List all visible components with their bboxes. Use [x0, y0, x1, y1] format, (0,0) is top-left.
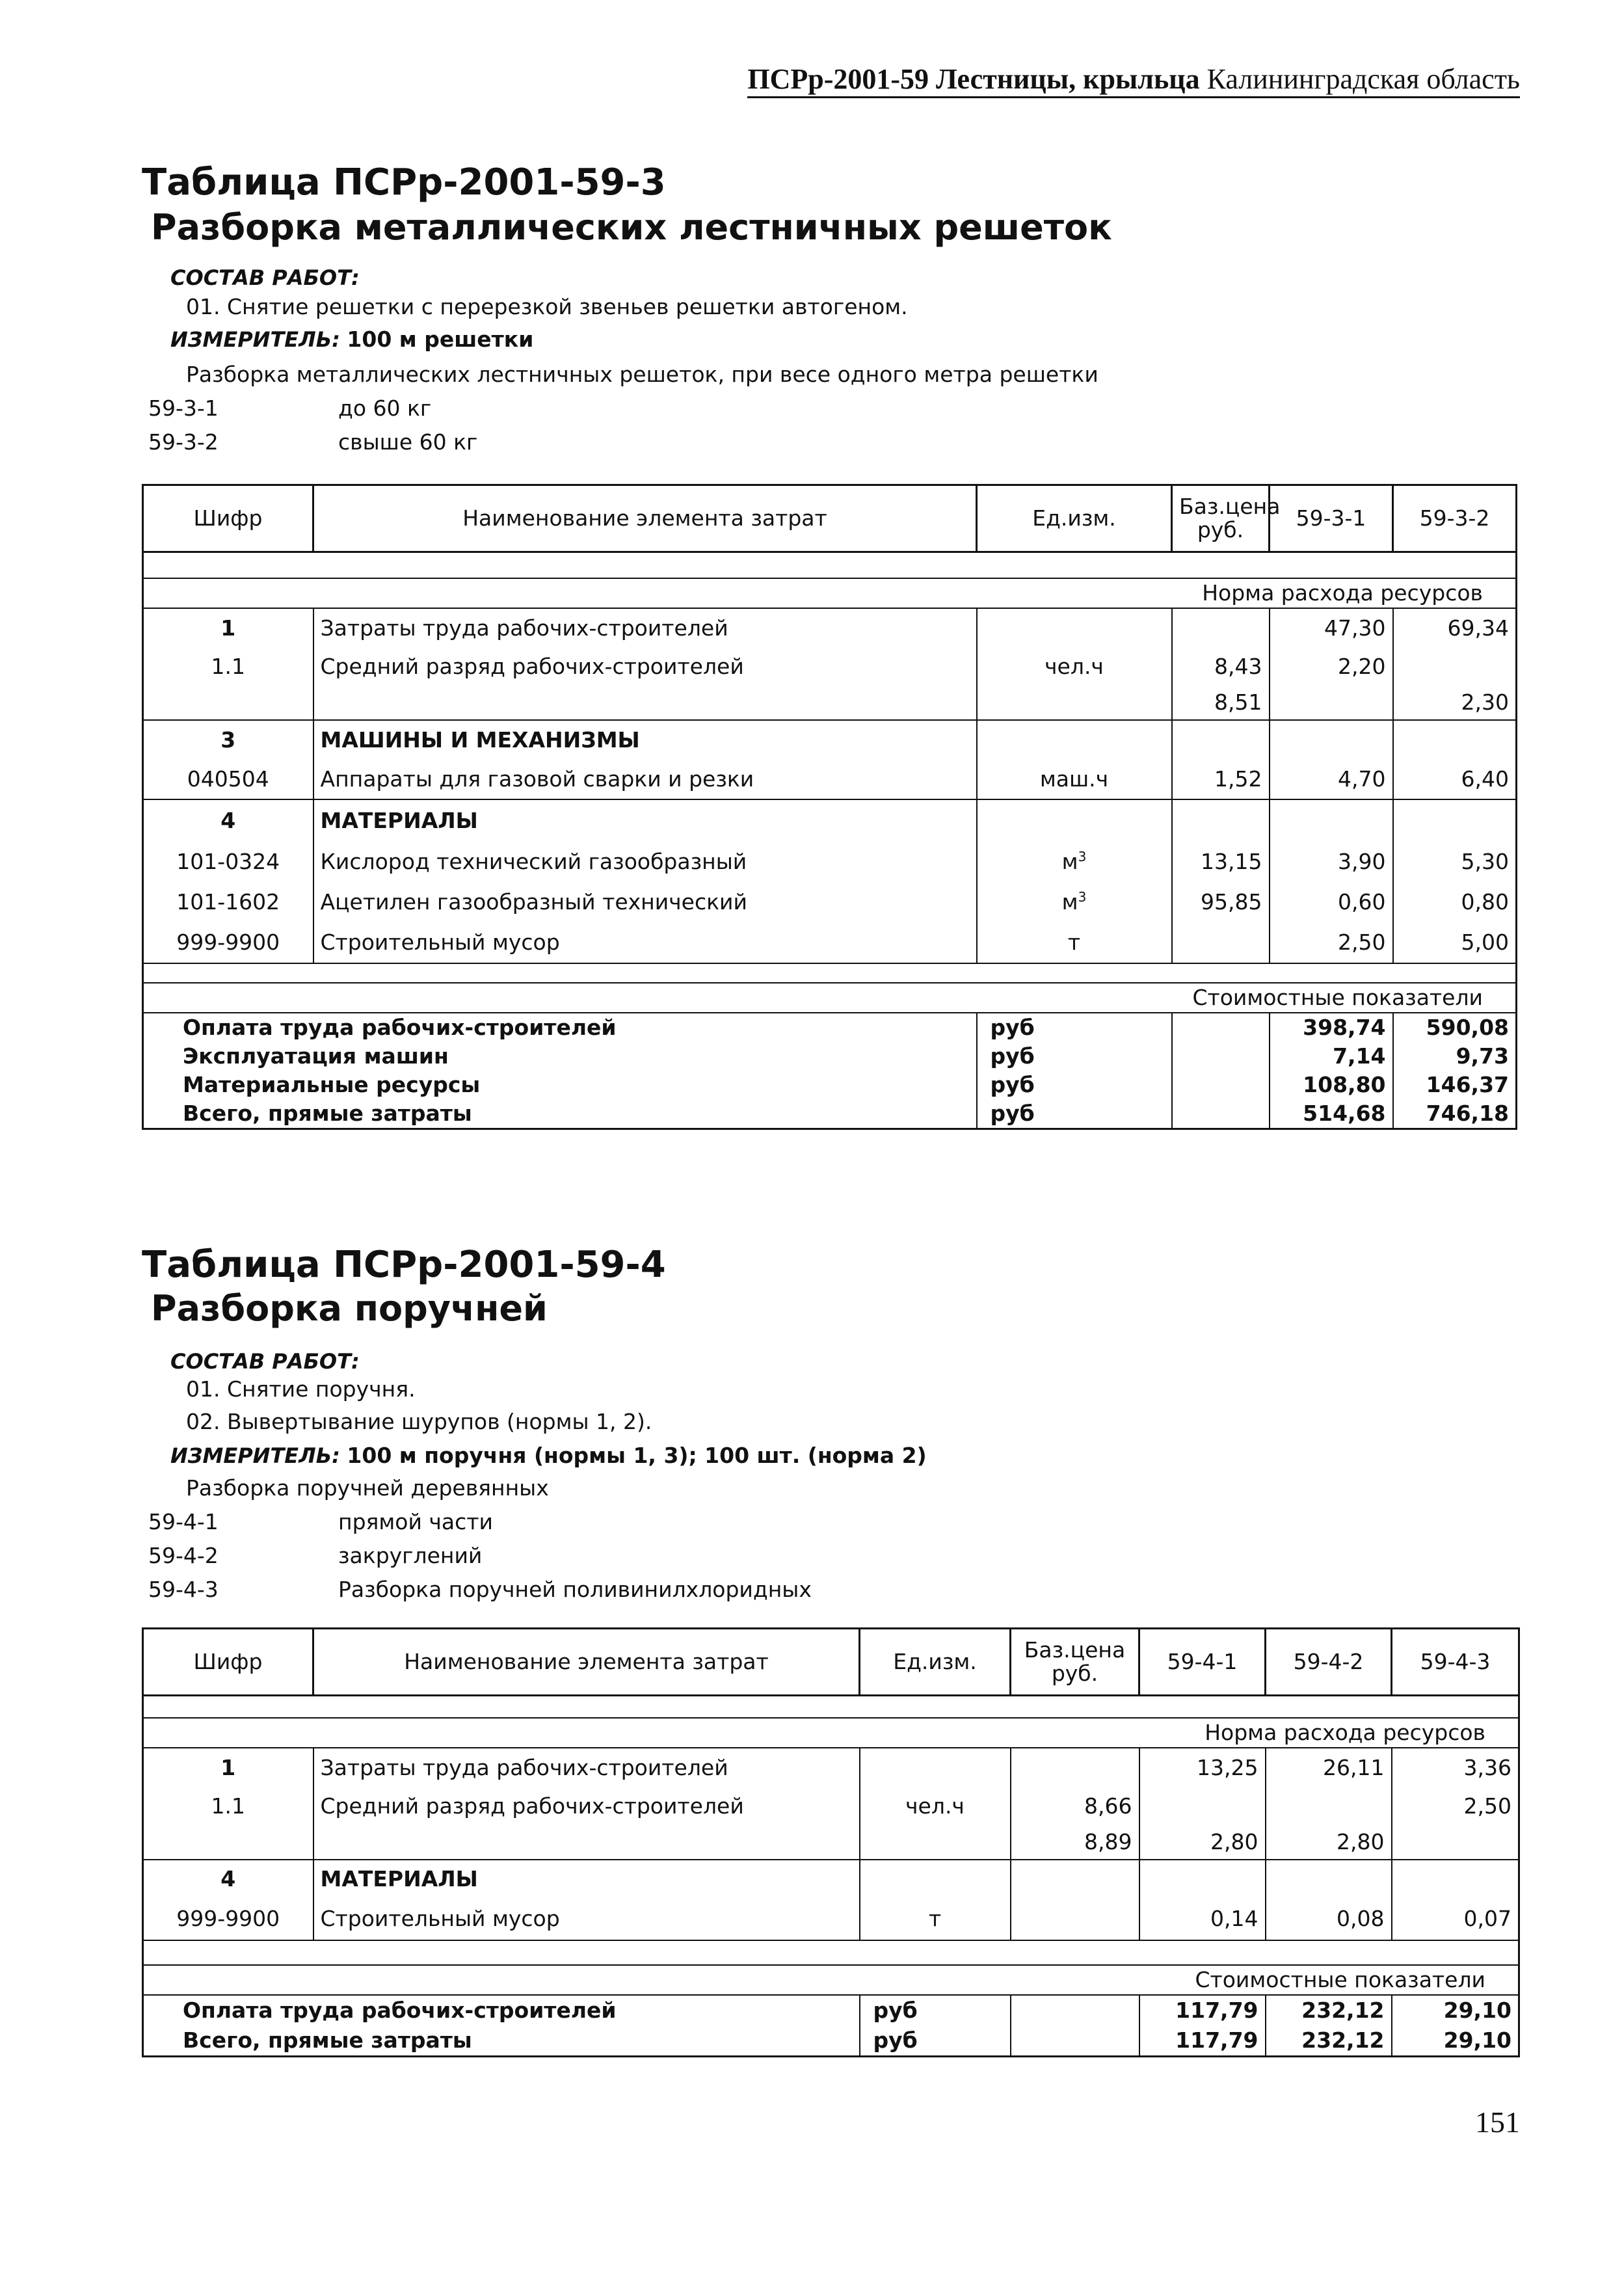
row-value: [1393, 720, 1517, 760]
cost-name: Материальные ресурсы: [143, 1071, 977, 1099]
row-unit: чел.ч: [860, 1787, 1011, 1825]
row-value: 5,00: [1393, 922, 1517, 963]
table3-spacer-row: [143, 963, 1517, 983]
cost-value: 29,10: [1392, 2026, 1519, 2057]
table4-grid: [142, 1627, 1520, 2057]
cost-value: 398,74: [1270, 1013, 1393, 1042]
row-value: 2,80: [1139, 1825, 1266, 1860]
row-name: Аппараты для газовой сварки и резки: [313, 760, 977, 799]
table4-cost-section-row: [143, 1965, 1519, 1995]
cost-value: 746,18: [1393, 1099, 1517, 1129]
table-row: [143, 648, 1517, 686]
row-value: 3,36: [1392, 1748, 1519, 1787]
row-unit: [860, 1748, 1011, 1787]
row-value: 3,90: [1270, 842, 1393, 882]
unit-sup: 3: [1078, 889, 1087, 905]
row-value: [1139, 1787, 1266, 1825]
row-unit: [977, 686, 1172, 720]
row-name: МАШИНЫ И МЕХАНИЗМЫ: [313, 720, 977, 760]
cost-unit: руб: [860, 1995, 1011, 2026]
cost-unit: руб: [977, 1013, 1172, 1042]
table3-title: Разборка металлических лестничных решеток: [151, 207, 1112, 248]
row-code: 040504: [143, 760, 313, 799]
header-code: Шифр: [143, 485, 313, 552]
table3-measure-label: ИЗМЕРИТЕЛЬ:: [170, 327, 340, 352]
cost-price: [1172, 1013, 1270, 1042]
row-price: [1011, 1860, 1139, 1898]
table4-norm-code: 59-4-2: [148, 1543, 219, 1568]
cost-value: 146,37: [1393, 1071, 1517, 1099]
row-value: [1393, 648, 1517, 686]
cost-name: Оплата труда рабочих-строителей: [143, 1995, 860, 2026]
table-row: [143, 842, 1517, 882]
table4-header-row: [143, 1629, 1519, 1696]
cost-value: 117,79: [1139, 2026, 1266, 2057]
header-unit: Ед.изм.: [977, 485, 1172, 552]
row-name: [313, 686, 977, 720]
table3-work-label: СОСТАВ РАБОТ:: [170, 265, 360, 290]
row-value: [1270, 720, 1393, 760]
cost-section-label: Стоимостные показатели: [143, 983, 1517, 1013]
row-value: [1270, 799, 1393, 842]
row-value: [1266, 1787, 1392, 1825]
row-name: МАТЕРИАЛЫ: [313, 799, 977, 842]
row-code: 4: [143, 799, 313, 842]
cost-value: 590,08: [1393, 1013, 1517, 1042]
row-price: 8,66: [1011, 1787, 1139, 1825]
header-name: Наименование элемента затрат: [313, 485, 977, 552]
row-value: 2,20: [1270, 648, 1393, 686]
unit-text: м: [1061, 849, 1078, 874]
row-code: 1: [143, 1748, 313, 1787]
table-row: [143, 1787, 1519, 1825]
header-price: Баз.цена руб.: [1011, 1629, 1139, 1696]
table3-description: Разборка металлических лестничных решеток, при весе одного метра решетки: [186, 362, 1098, 387]
row-code: 1: [143, 608, 313, 648]
row-price: [1172, 720, 1270, 760]
running-head: [747, 62, 1520, 98]
cost-section-label: Стоимостные показатели: [143, 1965, 1519, 1995]
row-code: 101-1602: [143, 882, 313, 922]
row-value: 6,40: [1393, 760, 1517, 799]
row-value: 0,07: [1392, 1898, 1519, 1940]
row-value: [1392, 1860, 1519, 1898]
row-name: Средний разряд рабочих-строителей: [313, 1787, 860, 1825]
row-value: 0,80: [1393, 882, 1517, 922]
table3-norm-code: 59-3-1: [148, 395, 219, 421]
row-code: [143, 1825, 313, 1860]
cost-value: 9,73: [1393, 1042, 1517, 1071]
table3-norm-text: до 60 кг: [338, 395, 432, 421]
table3-norm-section-row: [143, 578, 1517, 608]
row-value: [1270, 686, 1393, 720]
row-price: 8,51: [1172, 686, 1270, 720]
table3-measure: [170, 327, 533, 352]
header-col: 59-4-2: [1266, 1629, 1392, 1696]
cost-row: [143, 1995, 1519, 2026]
row-value: 5,30: [1393, 842, 1517, 882]
table-row: [143, 1825, 1519, 1860]
table4-measure-value: 100 м поручня (нормы 1, 3); 100 шт. (норма 2): [347, 1443, 927, 1468]
row-value: 0,08: [1266, 1898, 1392, 1940]
row-value: 69,34: [1393, 608, 1517, 648]
cost-value: 7,14: [1270, 1042, 1393, 1071]
table4-work-item: 01. Снятие поручня.: [186, 1376, 416, 1402]
row-code: [143, 686, 313, 720]
cost-unit: руб: [977, 1042, 1172, 1071]
row-value: [1266, 1860, 1392, 1898]
row-value: 4,70: [1270, 760, 1393, 799]
cost-row: [143, 1042, 1517, 1071]
cost-row: [143, 1099, 1517, 1129]
row-code: 999-9900: [143, 922, 313, 963]
cost-value: 232,12: [1266, 2026, 1392, 2057]
row-value: 47,30: [1270, 608, 1393, 648]
norm-section-label: Норма расхода ресурсов: [143, 578, 1517, 608]
row-price: 95,85: [1172, 882, 1270, 922]
header-col: 59-3-1: [1270, 485, 1393, 552]
table3-header-row: [143, 485, 1517, 552]
cost-price: [1172, 1099, 1270, 1129]
row-value: [1392, 1825, 1519, 1860]
row-name: Затраты труда рабочих-строителей: [313, 608, 977, 648]
header-col: 59-4-1: [1139, 1629, 1266, 1696]
cost-value: 108,80: [1270, 1071, 1393, 1099]
table4-description: Разборка поручней деревянных: [186, 1475, 549, 1501]
table4-measure-label: ИЗМЕРИТЕЛЬ:: [170, 1443, 340, 1468]
row-unit: [977, 799, 1172, 842]
unit-sup: 3: [1078, 849, 1087, 864]
row-price: 8,89: [1011, 1825, 1139, 1860]
running-head-region: Калининградская область: [1206, 63, 1520, 95]
page-number: 151: [1475, 2106, 1520, 2139]
row-name: [313, 1825, 860, 1860]
table4-norm-code: 59-4-1: [148, 1509, 219, 1534]
header-name: Наименование элемента затрат: [313, 1629, 860, 1696]
table4-norm-text: Разборка поручней поливинилхлоридных: [338, 1577, 812, 1602]
table-row: [143, 1898, 1519, 1940]
table4-work-item: 02. Вывертывание шурупов (нормы 1, 2).: [186, 1409, 652, 1434]
row-value: 0,14: [1139, 1898, 1266, 1940]
table4-spacer-row: [143, 1696, 1519, 1719]
row-unit: [977, 842, 1172, 882]
row-price: 8,43: [1172, 648, 1270, 686]
table-row: [143, 1860, 1519, 1898]
row-unit: [977, 608, 1172, 648]
table4-work-label: СОСТАВ РАБОТ:: [170, 1349, 360, 1374]
row-code: 1.1: [143, 1787, 313, 1825]
cost-value: 29,10: [1392, 1995, 1519, 2026]
cost-price: [1172, 1042, 1270, 1071]
header-col: 59-3-2: [1393, 485, 1517, 552]
row-name: Ацетилен газообразный технический: [313, 882, 977, 922]
header-unit: Ед.изм.: [860, 1629, 1011, 1696]
cost-unit: руб: [977, 1071, 1172, 1099]
row-unit: маш.ч: [977, 760, 1172, 799]
row-unit: чел.ч: [977, 648, 1172, 686]
cost-name: Эксплуатация машин: [143, 1042, 977, 1071]
table-row: [143, 1748, 1519, 1787]
row-value: 2,30: [1393, 686, 1517, 720]
cost-row: [143, 1071, 1517, 1099]
cost-price: [1172, 1071, 1270, 1099]
table-row: [143, 799, 1517, 842]
row-name: Строительный мусор: [313, 1898, 860, 1940]
table3-measure-value: 100 м решетки: [347, 327, 534, 352]
row-value: 26,11: [1266, 1748, 1392, 1787]
table3-number: Таблица ПСРр-2001-59-3: [142, 161, 666, 204]
table3-norm-text: свыше 60 кг: [338, 429, 478, 455]
cost-unit: руб: [977, 1099, 1172, 1129]
row-name: Затраты труда рабочих-строителей: [313, 1748, 860, 1787]
table-row: [143, 608, 1517, 648]
cost-value: 514,68: [1270, 1099, 1393, 1129]
table4-norm-text: закруглений: [338, 1543, 483, 1568]
table-row: [143, 686, 1517, 720]
row-value: 2,50: [1392, 1787, 1519, 1825]
norm-section-label: Норма расхода ресурсов: [143, 1718, 1519, 1748]
row-code: 101-0324: [143, 842, 313, 882]
cost-row: [143, 2026, 1519, 2057]
row-value: 2,50: [1270, 922, 1393, 963]
row-name: Строительный мусор: [313, 922, 977, 963]
row-unit: [977, 720, 1172, 760]
row-unit: т: [860, 1898, 1011, 1940]
cost-name: Оплата труда рабочих-строителей: [143, 1013, 977, 1042]
cost-value: 117,79: [1139, 1995, 1266, 2026]
row-code: 3: [143, 720, 313, 760]
row-unit: [860, 1825, 1011, 1860]
row-price: [1172, 799, 1270, 842]
table4-title: Разборка поручней: [151, 1288, 548, 1329]
table4-norm-code: 59-4-3: [148, 1577, 219, 1602]
header-code: Шифр: [143, 1629, 313, 1696]
row-price: [1011, 1898, 1139, 1940]
row-name: МАТЕРИАЛЫ: [313, 1860, 860, 1898]
row-name: Кислород технический газообразный: [313, 842, 977, 882]
row-value: 2,80: [1266, 1825, 1392, 1860]
table4-spacer-row: [143, 1940, 1519, 1965]
table3-work-item: 01. Снятие решетки с перерезкой звеньев решетки автогеном.: [186, 294, 908, 319]
cost-row: [143, 1013, 1517, 1042]
row-name: Средний разряд рабочих-строителей: [313, 648, 977, 686]
table-row: [143, 720, 1517, 760]
row-code: 4: [143, 1860, 313, 1898]
header-col: 59-4-3: [1392, 1629, 1519, 1696]
row-value: [1139, 1860, 1266, 1898]
table4-number: Таблица ПСРр-2001-59-4: [142, 1244, 666, 1286]
row-code: 999-9900: [143, 1898, 313, 1940]
cost-name: Всего, прямые затраты: [143, 2026, 860, 2057]
table4-measure: [170, 1443, 927, 1468]
row-price: [1172, 608, 1270, 648]
row-price: [1011, 1748, 1139, 1787]
header-price: Баз.цена руб.: [1172, 485, 1270, 552]
table-row: [143, 760, 1517, 799]
row-value: 0,60: [1270, 882, 1393, 922]
table4-norm-section-row: [143, 1718, 1519, 1748]
row-price: [1172, 922, 1270, 963]
table3-grid: [142, 484, 1517, 1130]
table3-spacer-row: [143, 552, 1517, 579]
row-price: 1,52: [1172, 760, 1270, 799]
table3-norm-code: 59-3-2: [148, 429, 219, 455]
unit-text: м: [1061, 889, 1078, 915]
row-value: 13,25: [1139, 1748, 1266, 1787]
cost-price: [1011, 2026, 1139, 2057]
cost-price: [1011, 1995, 1139, 2026]
table3-cost-section-row: [143, 983, 1517, 1013]
row-value: [1393, 799, 1517, 842]
cost-value: 232,12: [1266, 1995, 1392, 2026]
row-code: 1.1: [143, 648, 313, 686]
row-unit: т: [977, 922, 1172, 963]
cost-name: Всего, прямые затраты: [143, 1099, 977, 1129]
row-price: 13,15: [1172, 842, 1270, 882]
table-row: [143, 882, 1517, 922]
running-head-code: ПСРр-2001-59 Лестницы, крыльца: [747, 63, 1200, 95]
table4-norm-text: прямой части: [338, 1509, 493, 1534]
row-unit: [860, 1860, 1011, 1898]
table-row: [143, 922, 1517, 963]
row-unit: [977, 882, 1172, 922]
cost-unit: руб: [860, 2026, 1011, 2057]
